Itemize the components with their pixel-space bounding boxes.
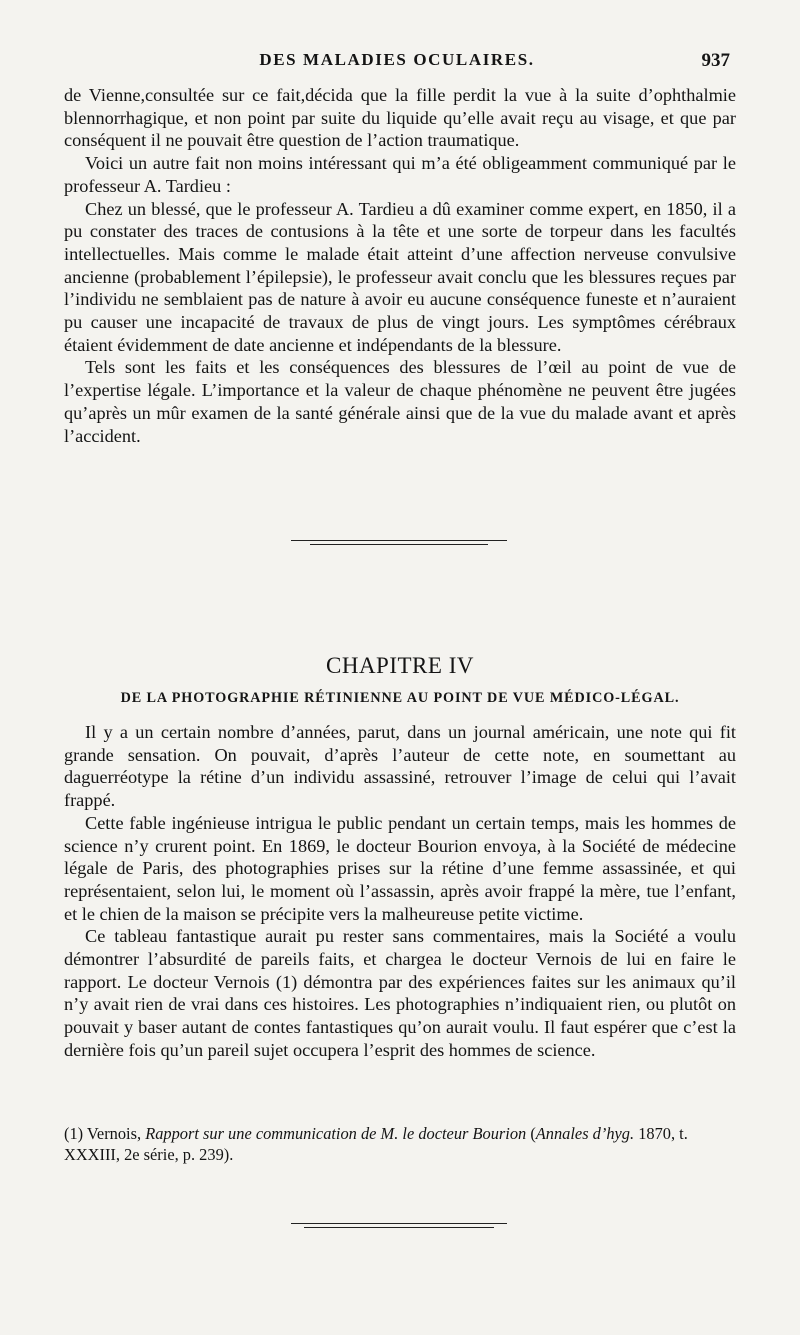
paragraph: Cette fable ingénieuse intrigua le public pendant un certain temps, mais les hommes de science n’y crurent point. En 1869, le docteur Bourion envoya, à la Société de médecine légale de Paris, des photographies prises sur la rétine d’une femme assassinée, et qui représentaient, selon lui, le moment où l’assassin, après avoir frappé la mère, tue l’enfant, et le chien de la maison se précipite vers la malheureuse petite victime. bbox=[64, 812, 736, 924]
footnote-marker: (1) Vernois, bbox=[64, 1124, 146, 1143]
paragraph: Chez un blessé, que le professeur A. Tardieu a dû examiner comme expert, en 1850, il a pu constater des traces de contusions à la tête et une sorte de torpeur dans les facultés intellectuelles. Mais comme le malade était atteint d’une affection nerveuse convulsive ancienne (probablement l’épilepsie), le professeur avait conclu que les blessures reçues par l’individu ne semblaient pas de nature à avoir eu aucune conséquence funeste et n’auraient pu causer une incapacité de travaux de plus de vingt jours. Les symptômes cérébraux étaient évidemment de date ancienne et indépendants de la blessure. bbox=[64, 198, 736, 355]
section-divider bbox=[310, 544, 488, 545]
footnote-paren: ( bbox=[526, 1124, 536, 1143]
running-head: DES MALADIES OCULAIRES. bbox=[259, 50, 535, 69]
chapter-subtitle: DE LA PHOTOGRAPHIE RÉTINIENNE AU POINT DE VUE MÉDICO-LÉGAL. bbox=[120, 690, 680, 706]
paragraph: Il y a un certain nombre d’années, parut, dans un journal américain, une note qui fit grande sensation. On pouvait, d’après l’auteur de cette note, en soumettant au daguerréotype la rétine d’un individu assassiné, retrouver l’image de celui qui l’avait frappé. bbox=[64, 722, 736, 811]
text-block-chapter-iv bbox=[64, 721, 736, 1062]
footnote bbox=[64, 1124, 736, 1165]
footnote-citation: 1870, t. XXXIII, 2e série, p. 239). bbox=[64, 1124, 688, 1164]
chapter-title: CHAPITRE IV bbox=[326, 653, 474, 678]
paragraph: de Vienne,consultée sur ce fait,décida que la fille perdit la vue à la suite d’ophthalmie blennorrhagique, et non point par suite du liquide qu’elle avait reçu au visage, et que par conséquent il ne pouvait être question de l’action traumatique. bbox=[64, 85, 736, 151]
page-header bbox=[64, 50, 730, 74]
footnote-journal: Annales d’hyg. bbox=[535, 1124, 635, 1143]
page-number: 937 bbox=[701, 50, 730, 71]
paragraph: Ce tableau fantastique aurait pu rester sans commentaires, mais la Société a voulu démontrer l’absurdité de pareils faits, et chargea le docteur Vernois de lui en faire le rapport. Le docteur Vernois (1) démontra par des expériences faites sur les animaux qu’il n’y avait rien de vrai dans ces histoires. Les photographies n’indiquaient rien, ou plutôt on pouvait y baser autant de contes fantastiques qu’on aurait voulu. Il faut espérer que c’est la dernière fois qu’un pareil sujet occupera l’esprit des hommes de science. bbox=[64, 926, 736, 1060]
end-divider bbox=[304, 1227, 494, 1228]
section-divider bbox=[291, 540, 507, 541]
end-divider bbox=[291, 1223, 507, 1224]
footnote-report-title: Rapport sur une communication de M. le docteur Bourion bbox=[145, 1124, 527, 1143]
text-block-chapter-iii-end bbox=[64, 84, 736, 447]
paragraph: Voici un autre fait non moins intéressant qui m’a été obligeamment communiqué par le professeur A. Tardieu : bbox=[64, 153, 736, 196]
paragraph: Tels sont les faits et les conséquences des blessures de l’œil au point de vue de l’expertise légale. L’importance et la valeur de chaque phénomène ne peuvent être jugées qu’après un mûr examen de la santé générale ainsi que de la vue du malade avant et après l’accident. bbox=[64, 357, 736, 446]
